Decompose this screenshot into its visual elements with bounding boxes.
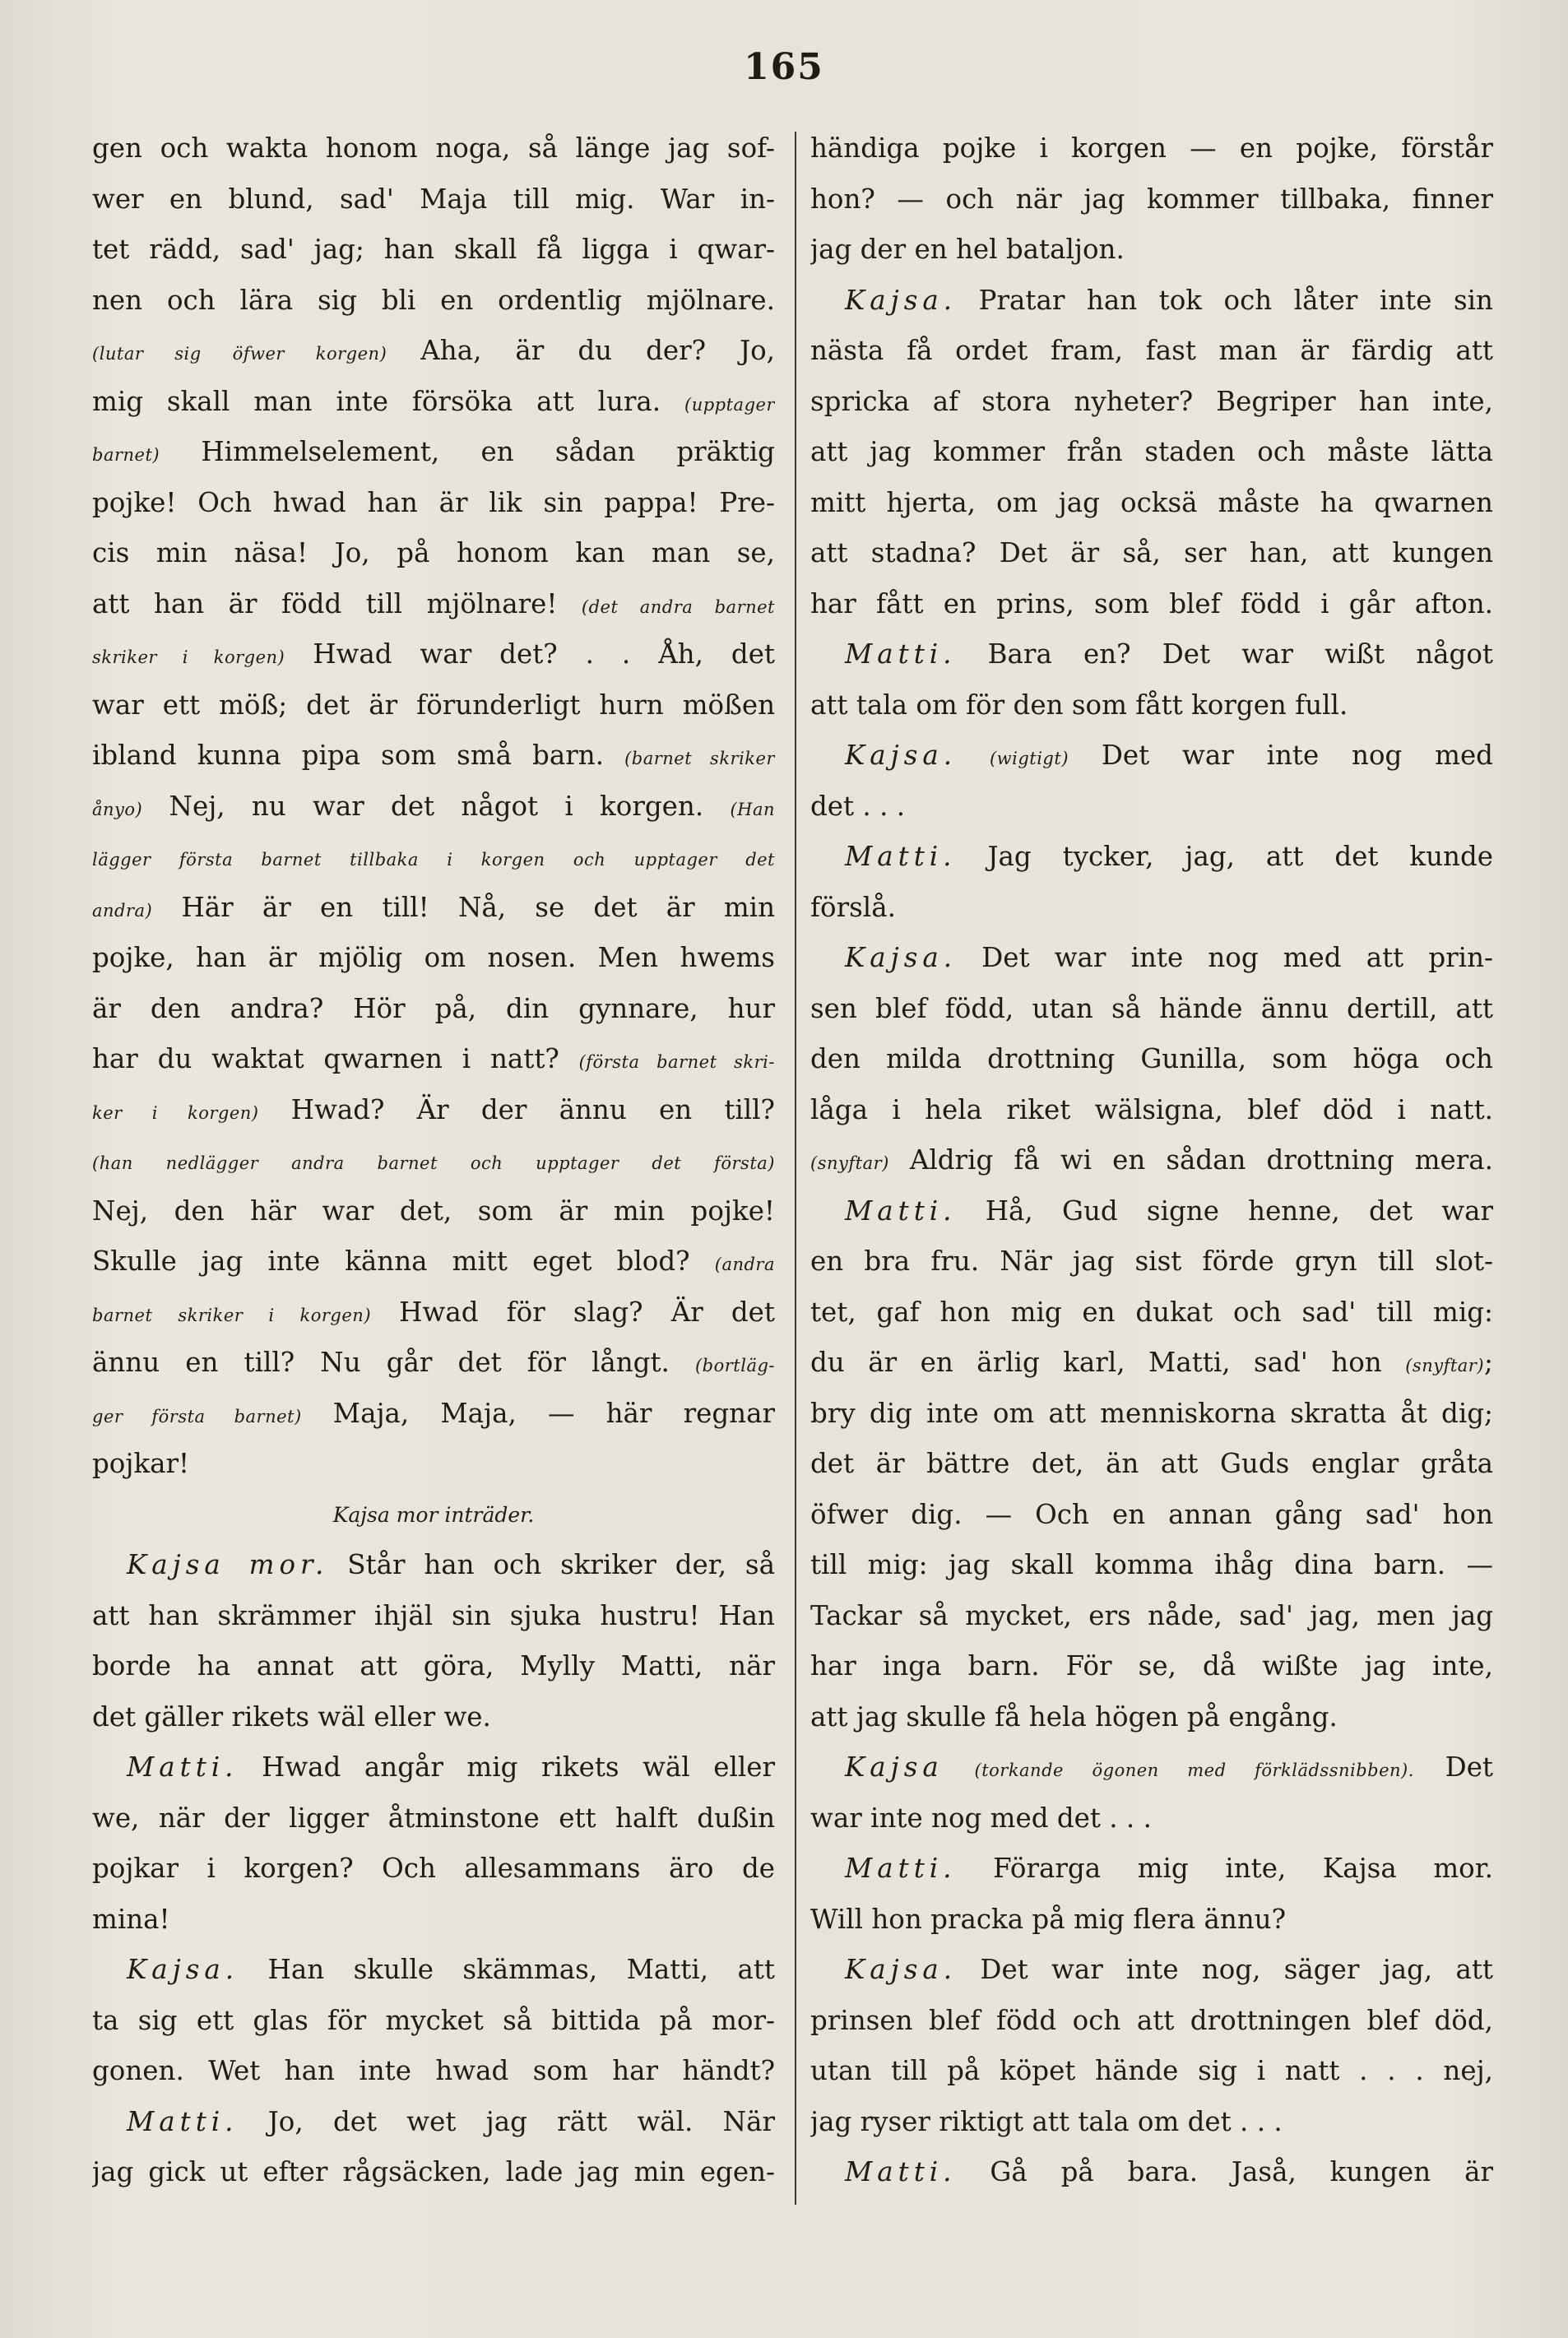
- dialogue-text: Aldrig få wi en sådan drottning mera.: [888, 1144, 1493, 1176]
- dialogue-text: Nej, nu war det något i korgen.: [142, 790, 731, 822]
- text-line: sen blef född, utan så hände ännu dertill, att: [810, 992, 1493, 1024]
- text-line: [92, 1389, 775, 1440]
- text-line: [92, 629, 775, 680]
- text-line: Tackar så mycket, ers nåde, sad' jag, men jag: [810, 1599, 1493, 1631]
- dialogue-text: Hwad war det? . . Åh, det: [285, 638, 775, 670]
- stage-direction: (det andra barnet: [581, 596, 775, 617]
- text-line: [92, 377, 775, 428]
- text-line: har fått en prins, som blef född i går afton.: [810, 587, 1493, 619]
- right-column: [810, 123, 1493, 2198]
- text-line: utan till på köpet hände sig i natt . . . nej,: [810, 2055, 1493, 2086]
- dialogue-text: Står han och skriker der, så: [328, 1549, 775, 1580]
- text-line: [92, 832, 775, 883]
- stage-direction: ger första barnet): [92, 1406, 302, 1426]
- dialogue-text: ibland kunna pipa som små barn.: [92, 740, 625, 771]
- stage-direction: (lutar sig öfwer korgen): [92, 344, 387, 364]
- text-line: [810, 1338, 1493, 1389]
- text-line: [810, 933, 1493, 984]
- dialogue-text: Det war inte nog, säger jag, att: [957, 1954, 1493, 1985]
- column-divider: [795, 132, 796, 2205]
- text-line: Nej, den här war det, som är min pojke!: [92, 1195, 775, 1227]
- text-line: att stadna? Det är så, ser han, att kungen: [810, 537, 1493, 568]
- stage-direction-heading: Kajsa mor inträder.: [332, 1502, 535, 1527]
- speaker-name: Kajsa.: [845, 740, 958, 771]
- text-line: tet rädd, sad' jag; han skall få ligga i qwar-: [92, 234, 775, 265]
- text-line: [810, 1135, 1493, 1186]
- stage-direction: (snyftar): [1405, 1356, 1485, 1375]
- text-line: [92, 1034, 775, 1085]
- dialogue-text: du är en ärlig karl, Matti, sad' hon: [810, 1347, 1406, 1378]
- text-line: [810, 1844, 1493, 1895]
- dialogue-text: [957, 740, 990, 771]
- text-line: [92, 427, 775, 478]
- text-line: [92, 1742, 775, 1793]
- text-line: [92, 1287, 775, 1338]
- text-line: gen och wakta honom noga, så länge jag sof-: [92, 132, 775, 164]
- text-line: [92, 326, 775, 377]
- text-line: är den andra? Hör på, din gynnare, hur: [92, 992, 775, 1024]
- text-line: att tala om för den som fått korgen full.: [810, 689, 1348, 721]
- text-line: Will hon pracka på mig flera ännu?: [810, 1903, 1287, 1935]
- text-line: [810, 629, 1493, 680]
- speaker-name: Kajsa: [845, 1751, 944, 1783]
- text-line: det . . .: [810, 790, 906, 822]
- speaker-name: Matti.: [127, 2105, 239, 2137]
- stage-direction: (torkande ögonen med förklädssnibben).: [974, 1760, 1414, 1780]
- dialogue-text: Bara en? Det war wißt något: [956, 638, 1493, 670]
- text-line: prinsen blef född och att drottningen blef död,: [810, 2004, 1493, 2036]
- dialogue-text: Hwad? Är der ännu en till?: [258, 1093, 775, 1125]
- text-line: [92, 1135, 775, 1186]
- stage-direction: barnet): [92, 445, 160, 465]
- dialogue-text: Hå, Gud signe henne, det war: [956, 1195, 1493, 1227]
- speaker-name: Kajsa.: [845, 284, 958, 316]
- text-line: cis min näsa! Jo, på honom kan man se,: [92, 537, 775, 568]
- dialogue-text: Himmelselement, en sådan präktig: [160, 436, 775, 467]
- speaker-name: Matti.: [845, 1195, 957, 1227]
- text-line: att jag kommer från staden och måste lätta: [810, 436, 1493, 467]
- stage-direction: skriker i korgen): [92, 647, 285, 667]
- text-line: ta sig ett glas för mycket så bittida på mor-: [92, 2004, 775, 2036]
- text-line: [810, 1186, 1493, 1237]
- dialogue-text: ;: [1484, 1347, 1493, 1378]
- text-line: den milda drottning Gunilla, som höga och: [810, 1043, 1493, 1074]
- text-line: spricka af stora nyheter? Begriper han inte,: [810, 385, 1493, 417]
- text-line: att jag skulle få hela högen på engång.: [810, 1700, 1338, 1733]
- speaker-name: Matti.: [127, 1751, 239, 1783]
- text-line: nen och lära sig bli en ordentlig mjölnare.: [92, 284, 775, 316]
- text-line: mina!: [92, 1903, 170, 1935]
- dialogue-text: Maja, Maja, — här regnar: [301, 1397, 775, 1429]
- text-line: hon? — och när jag kommer tillbaka, finner: [810, 183, 1493, 215]
- stage-direction: (bortläg-: [694, 1356, 775, 1375]
- text-line: låga i hela riket wälsigna, blef död i natt.: [810, 1093, 1493, 1125]
- dialogue-text: Skulle jag inte känna mitt eget blod?: [92, 1246, 715, 1277]
- text-line: [92, 579, 775, 630]
- dialogue-text: Aha, är du der? Jo,: [387, 335, 775, 366]
- text-line: [810, 2147, 1493, 2198]
- text-line: [92, 1338, 775, 1389]
- text-line: war inte nog med det . . .: [810, 1802, 1152, 1834]
- speaker-name: Kajsa.: [127, 1954, 239, 1985]
- stage-direction: (han nedlägger andra barnet och upptager det första): [92, 1153, 775, 1173]
- dialogue-text: Jo, det wet jag rätt wäl. När: [238, 2105, 775, 2137]
- text-line: [92, 731, 775, 782]
- dialogue-text: Gå på bara. Jaså, kungen är: [956, 2156, 1493, 2187]
- text-line: öfwer dig. — Och en annan gång sad' hon: [810, 1498, 1493, 1530]
- dialogue-text: Hwad för slag? Är det: [371, 1296, 775, 1328]
- text-line: det är bättre det, än att Guds englar gråta: [810, 1448, 1493, 1479]
- speaker-name: Matti.: [845, 841, 957, 872]
- dialogue-text: [944, 1751, 975, 1783]
- dialogue-text: Det war inte nog med att prin-: [957, 942, 1493, 973]
- text-line: pojke, han är mjölig om nosen. Men hwems: [92, 942, 775, 973]
- dialogue-text: att han är född till mjölnare!: [92, 587, 582, 619]
- stage-direction: barnet skriker i korgen): [92, 1305, 372, 1325]
- text-line: [810, 832, 1493, 883]
- text-line: [92, 883, 775, 934]
- text-line: bry dig inte om att menniskorna skratta åt dig;: [810, 1397, 1493, 1429]
- text-line: gonen. Wet han inte hwad som har händt?: [92, 2055, 775, 2086]
- text-line: [92, 1085, 775, 1136]
- dialogue-text: Pratar han tok och låter inte sin: [957, 284, 1493, 316]
- speaker-name: Matti.: [845, 638, 957, 670]
- text-line: [92, 1236, 775, 1287]
- stage-direction: (första barnet skri-: [578, 1052, 775, 1072]
- left-column: [92, 123, 775, 2198]
- text-line: att han skrämmer ihjäl sin sjuka hustru! Han: [92, 1599, 775, 1631]
- stage-direction: andra): [92, 900, 153, 921]
- text-line: pojkar i korgen? Och allesammans äro de: [92, 1853, 775, 1884]
- dialogue-text: mig skall man inte försöka att lura.: [92, 385, 685, 417]
- stage-direction: ker i korgen): [92, 1102, 259, 1123]
- text-line: nästa få ordet fram, fast man är färdig att: [810, 335, 1493, 366]
- page-number: 165: [744, 46, 824, 88]
- stage-direction: (upptager: [684, 394, 775, 415]
- stage-direction: lägger första barnet tillbaka i korgen och upptager det: [92, 850, 775, 870]
- dialogue-text: Här är en till! Nå, se det är min: [152, 891, 775, 923]
- text-line: war ett möß; det är förunderligt hurn mößen: [92, 689, 775, 721]
- text-line: [810, 276, 1493, 327]
- stage-direction: (Han: [730, 799, 775, 819]
- text-line: we, när der ligger åtminstone ett halft dußin: [92, 1802, 775, 1834]
- text-line: till mig: jag skall komma ihåg dina barn. —: [810, 1549, 1493, 1580]
- dialogue-text: Det war inte nog med: [1069, 740, 1493, 771]
- dialogue-text: har du waktat qwarnen i natt?: [92, 1043, 579, 1074]
- text-line: [92, 1540, 775, 1591]
- text-line: förslå.: [810, 891, 896, 923]
- text-line: [92, 1945, 775, 1996]
- speaker-name: Matti.: [845, 1853, 957, 1884]
- text-line: tet, gaf hon mig en dukat och sad' till mig:: [810, 1296, 1493, 1328]
- speaker-name: Kajsa.: [845, 942, 958, 973]
- text-line: pojkar!: [92, 1448, 190, 1479]
- text-line: mitt hjerta, om jag ocksä måste ha qwarnen: [810, 486, 1493, 518]
- dialogue-text: Jag tycker, jag, att det kunde: [956, 841, 1493, 872]
- text-line: borde ha annat att göra, Mylly Matti, när: [92, 1650, 775, 1682]
- dialogue-text: Hwad angår mig rikets wäl eller: [238, 1751, 775, 1783]
- text-line: [92, 2097, 775, 2148]
- text-line: har inga barn. För se, då wißte jag inte,: [810, 1650, 1493, 1682]
- text-line: pojke! Och hwad han är lik sin pappa! Pre-: [92, 486, 775, 518]
- text-line: [810, 731, 1493, 782]
- speaker-name: Kajsa.: [845, 1954, 958, 1985]
- text-line: [92, 782, 775, 833]
- text-line: händiga pojke i korgen — en pojke, förstår: [810, 132, 1493, 164]
- speaker-name: Matti.: [845, 2156, 957, 2187]
- stage-direction: (wigtigt): [989, 749, 1069, 768]
- text-line: [810, 1945, 1493, 1996]
- dialogue-text: Det: [1413, 1751, 1493, 1783]
- text-line: jag gick ut efter rågsäcken, lade jag min egen-: [92, 2156, 775, 2187]
- text-line: wer en blund, sad' Maja till mig. War in-: [92, 183, 775, 215]
- text-line: jag der en hel bataljon.: [810, 234, 1125, 265]
- dialogue-text: Han skulle skämmas, Matti, att: [239, 1954, 775, 1985]
- speaker-name: Kajsa mor.: [127, 1549, 329, 1580]
- dialogue-text: ännu en till? Nu går det för långt.: [92, 1347, 695, 1378]
- text-line: jag ryser riktigt att tala om det . . .: [810, 2105, 1283, 2137]
- text-line: [810, 1742, 1493, 1793]
- stage-direction: ånyo): [92, 799, 143, 819]
- text-line: det gäller rikets wäl eller we.: [92, 1700, 491, 1733]
- text-line: en bra fru. När jag sist förde gryn till slot-: [810, 1246, 1493, 1277]
- stage-direction: (barnet skriker: [624, 749, 775, 768]
- stage-direction: (snyftar): [810, 1153, 889, 1173]
- dialogue-text: Förarga mig inte, Kajsa mor.: [956, 1853, 1493, 1884]
- stage-direction: (andra: [714, 1255, 775, 1274]
